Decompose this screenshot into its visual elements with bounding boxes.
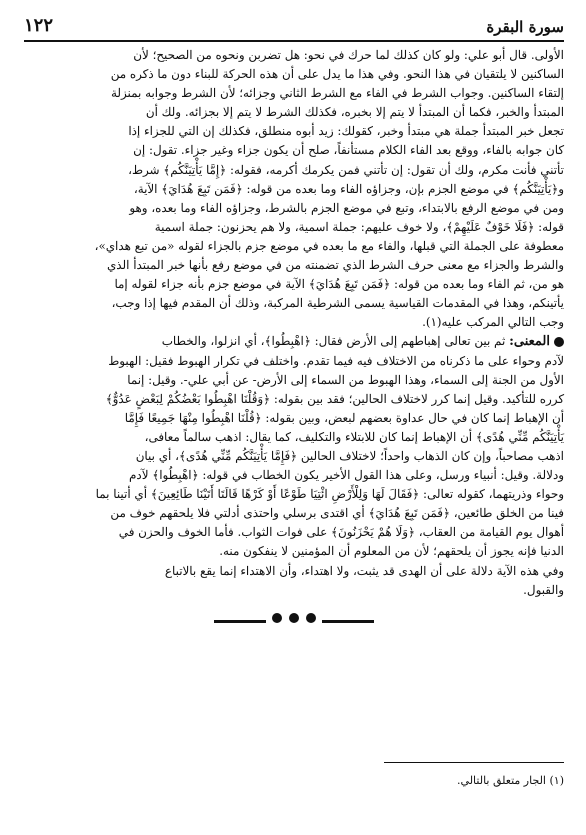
section-term: المعنى: [509,334,550,350]
text-line: أهوال يوم القيامة من العقاب، ﴿وَلَا هُمْ يَحْزَنُونَ﴾ على فوات الثواب. فأما الخوف والحزن في [118,525,564,540]
text-line: أن الإهباط إنما كان في حال عداوة بعضهم لبعض، وبين بقوله: ﴿قُلْنَا اهْبِطُوا مِنْهَا جَمِيعًا فَإِمَّا [124,410,564,425]
text-line: إلتقاء الساكنين. وجواب الشرط في الفاء مع الشرط الثاني وجزائه؛ لأن الشرط وجوابه بمنزلة [110,86,564,101]
text-line: ودلالة. وقيل: أنبياء ورسل، وعلى هذا القول الأخير يكون الخطاب في قوله: ﴿اهْبِطُوا﴾ لآدم [129,468,564,483]
text-line: و﴿يَأْتِيَنَّكُم﴾ في موضع الجزم بإن، وجزاؤه الفاء وما بعده من قوله: ﴿فَمَن تَبِعَ هُدَايَ﴾ الآية، [133,181,564,196]
text-line: وجب التالي المركب عليه(١). [422,315,564,330]
text-line: كان جوابه بالفاء، ووقع بعد الفاء الكلام مستأنفاً، صلح أن يكون جزاء وغير جزاء. تقول: إن [133,143,564,158]
text-line: ومن في موضع الرفع بالابتداء، وتبع في موضع الجزم بالشرط، وجزاؤه الفاء وما بعده، وهو [129,200,564,215]
text-line: الأول من الجنة إلى السماء، وهذا الهبوط من السماء إلى الأرض- عن أبي علي-. وقيل: إنما [127,372,564,387]
footnote-rule [384,762,564,763]
text-line: وحواء وذريتهما، كقوله تعالى: ﴿فَقَالَ لَهَا وَلِلْأَرْضِ ائْتِيَا طَوْعًا أَوْ كَرْهًا قَالَتَا أَتَيْنَا طَائِعِينَ﴾ أي أتينا بما [95,487,564,502]
text-line: معطوفة على الجملة التي قبلها، والفاء مع ما بعده في موضع جزم بالجزاء لقوله «من تبع هداي»، [94,238,564,253]
bullet-icon [554,337,564,347]
text-line: تأتني فأنت مكرم، ولك أن تقول: إن تأتني فمن يكرمك أكرمه، فقوله: ﴿إِمَّا يَأْتِيَنَّكُم﴾ شرط، [128,162,564,177]
text-line: لآدم وحواء على ما ذكرناه من الاختلاف فيه فيما تقدم. واختلف في تكرار الهبوط فقيل: الهبوط [108,353,564,368]
surah-title: سورة البقرة [486,18,564,36]
divider-dots [266,613,322,623]
paragraph-conclusion [24,562,564,600]
text-line: يَأْتِيَنَّكُم مِّنِّي هُدًى﴾ أن الإهباط إنما كان للابتلاء والتكليف، كما يقال: اذهب سالماً معافى، [144,429,564,444]
text-line: الأولى. قال أبو علي: ولو كان كذلك لما حرك في نحو: هل تضربن ونحوه من الصحيح؛ لأن [133,48,564,62]
text-line: والشرط والجزاء مع معنى حرف الشرط الذي تضمنته من في موضع رفع بأنها خبر المبتدأ الذي [106,258,564,273]
section-divider [24,612,564,632]
text-line: تجعل خبر المبتدأ جملة هي مبتدأ وخبر، كقولك: زيد أبوه منطلق، فكذلك إن التي للجزاء إذا [128,124,564,139]
text-line: المبتدأ والخبر، فكما أن المبتدأ لا يتم إلا بخبره، فكذلك الشرط لا يتم إلا بجزائه. ولك أن [145,105,564,120]
dot-icon [272,613,282,623]
text-line: فينا من الخلق طائعين، ﴿فَمَن تَبِعَ هُدَايَ﴾ أي اقتدى برسلي واحتذى أدلتي فلا يلحقهم خوف من [110,506,564,521]
text-line: هو من، ثم الفاء وما بعده من قوله: ﴿فَمَن تَبِعَ هُدَايَ﴾ الآية في موضع جزم بأنه جزاء لقوله إما [114,277,564,292]
paragraph-meaning [24,332,564,561]
text-line: اذهب مصاحباً، وإن كان الذهاب واحداً؛ لاختلاف الحالين ﴿فَإِمَّا يَأْتِيَنَّكُم مِّنِّي هُدًى﴾، أي بيان [135,448,564,463]
footnote: (١) الجار متعلق بالتالي. [457,774,564,787]
divider-bar [214,620,374,623]
text-line: كرره للتأكيد. وقيل إنما كرر لاختلاف الحالين؛ فقد بين بقوله: ﴿وَقُلْنَا اهْبِطُوا بَعْضُكُمْ لِبَعْضٍ عَدُوٌّ﴾ [105,391,564,406]
dot-icon [289,613,299,623]
page-body [24,46,564,632]
text-line: يأتينكم، وهذا في المقدمات القياسية يسمى الشرطية المركبة، وذلك أن المقدم فيها إذا وجب، [111,296,564,311]
page-header [24,0,564,36]
text-line-first [24,332,564,351]
text-line: الساكنين لا يلتقيان في هذا النحو. وفي هذا ما يدل على أن هذه الحركة للبناء دون ما ذكره من [110,67,564,82]
text-line: والقبول. [523,582,564,597]
page-number: ١٢٢ [24,15,54,36]
text-line: الدنيا فإنه يجوز أن يلحقهم؛ لأن من المعلوم أن المؤمنين لا ينفكون منه. [219,544,564,559]
text-line: وفي هذه الآية دلالة على أن الهدى قد يثبت، ولا اهتداء، وأن الاهتداء إنما يقع بالاتباع [164,563,564,578]
header-rule [24,40,564,42]
text-line: قوله: ﴿فَلَا خَوْفٌ عَلَيْهِمْ﴾، ولا خوف عليهم: جملة اسمية، ولا هم يحزنون: جملة اسمية [154,219,564,234]
paragraph-grammar [24,46,564,332]
text-line: ثم بين تعالى إهباطهم إلى الأرض فقال: ﴿اهْبِطُوا﴾، أي انزلوا، والخطاب [161,334,506,349]
dot-icon [306,613,316,623]
